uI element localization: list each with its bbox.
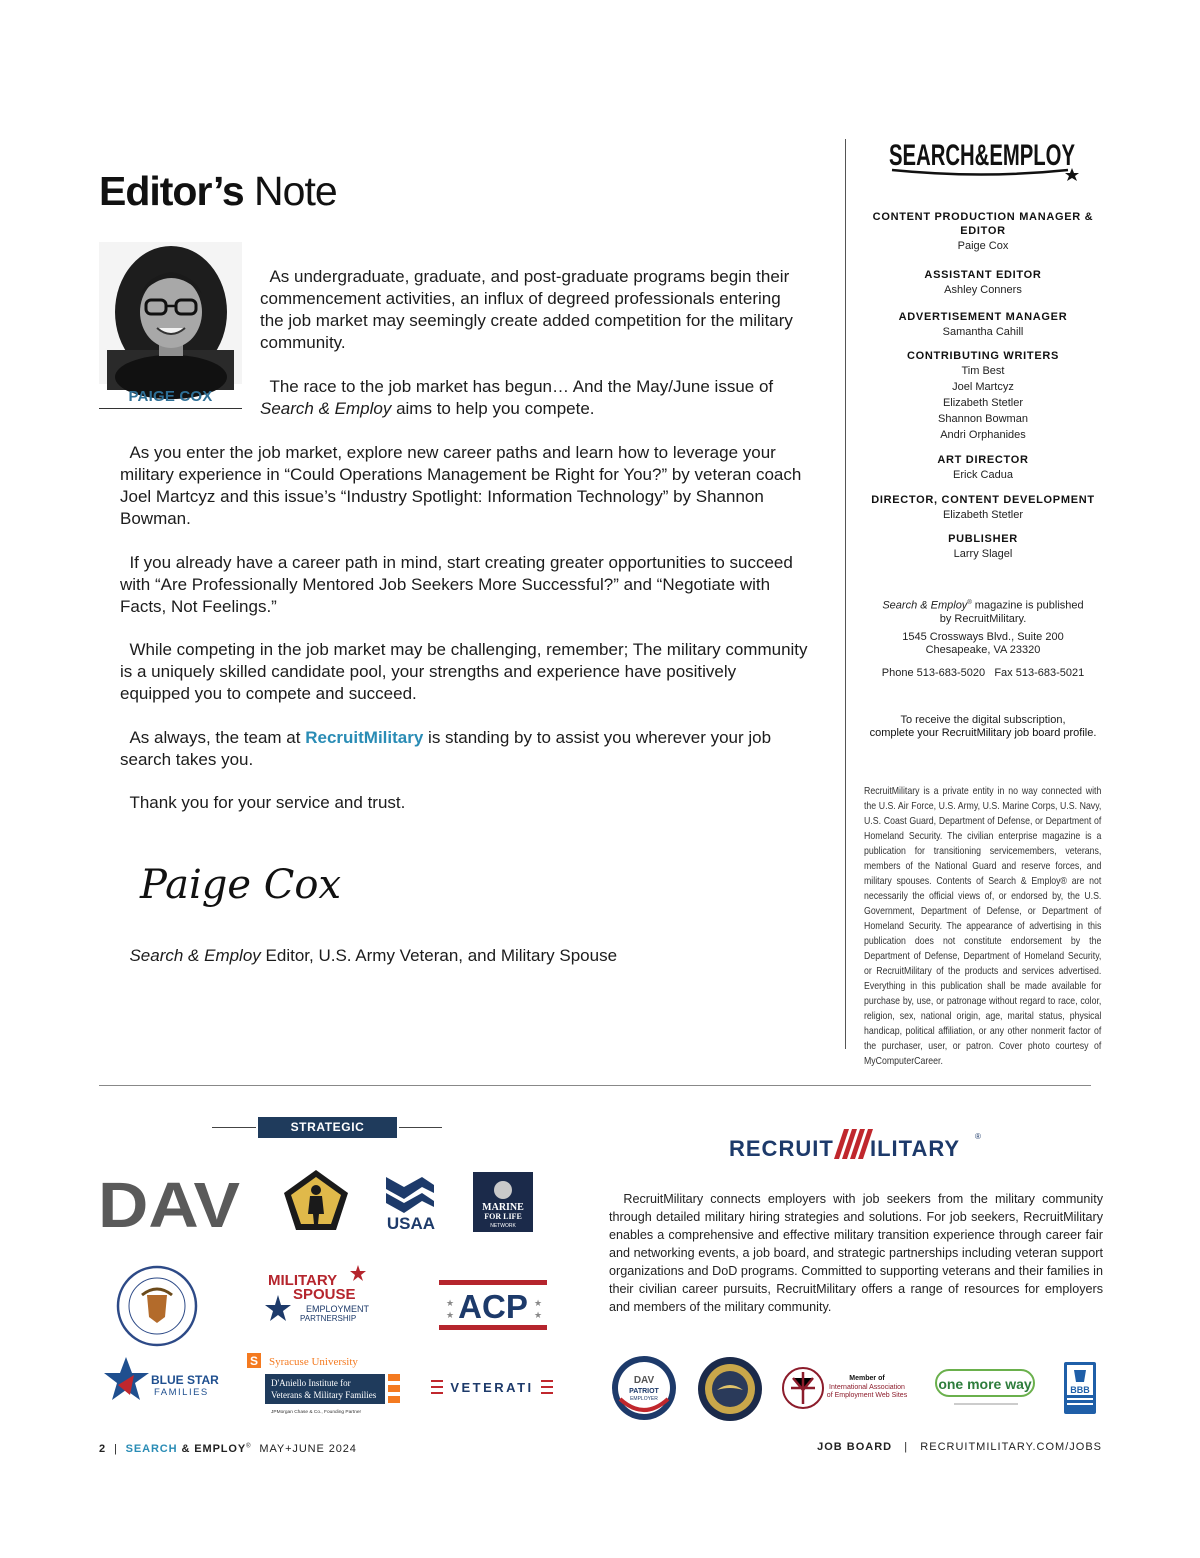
strategic-partners-label: STRATEGIC PARTNERS — [258, 1117, 397, 1138]
photo-caption: PAIGE COX — [99, 384, 242, 409]
dav-badge-line-1: DAV — [633, 1375, 655, 1386]
disclaimer: RecruitMilitary is a private entity in no way connected with the U.S. Air Force, U.S. Army, U.S. Marine Corps, U.S. Navy, U.S. Coast Guard, Department of Defense, or Department of Homeland Security. The civilian enterprise magazine is a publication for transitioning servicemembers, veterans, members of the National Guard and reserve forces, and military spouses. Contents of Search & Employ® are not necessarily the official views of, or endorsed by, the U.S. Government, Department of Defense, or Department of Homeland Security. The appearance of advertising in this publication does not constitute endorsement by the Department of Defense, Department of Homeland Security, or RecruitMilitary of the products and services advertised. Everything in this publication shall be made available for purchase by, use, or patronage without regard to race, color, religion, sex, national origin, age, marital status, physical handicap, political affiliation, or any other nonmerit factor of the purchaser, user, or patron. Cover photo courtesy of MyComputerCareer. — [864, 786, 1102, 1067]
syracuse-text: Syracuse University — [269, 1356, 358, 1368]
marine-for-life-logo — [473, 1172, 533, 1232]
search-employ-logo-image — [870, 133, 1095, 181]
bsf-line-2: FAMILIES — [154, 1387, 209, 1398]
dav-logo — [98, 1169, 246, 1241]
blue-star-families-logo — [104, 1355, 224, 1405]
masthead-role-3 — [860, 310, 1106, 340]
paragraph-5-text: While competing in the job market may be challenging, remember; The military community is a uniquely skilled candidate pool, your strengths and experience have positively equipped you to compete and succeed. — [120, 640, 808, 703]
logo-text: SEARCH&EMPLOY — [889, 139, 1075, 172]
ivmf-line-2: Veterans & Military Families — [271, 1390, 377, 1400]
iaewa-line-3: of Employment Web Sites — [826, 1392, 908, 1399]
address-line-1: 1545 Crossways Blvd., Suite 200 — [902, 631, 1064, 643]
role-name: Samantha Cahill — [942, 326, 1024, 338]
paragraph-1-text: As undergraduate, graduate, and post-graduate programs begin their commencement activities, an influx of degreed professionals entering the job market may seemingly create added competition for the military community. — [260, 267, 793, 352]
role-title: DIRECTOR, CONTENT DEVELOPMENT — [871, 494, 1095, 506]
magazine-name: Search & Employ — [260, 399, 392, 418]
usaa-eagle-icon — [382, 1173, 440, 1231]
partners-rule-right — [399, 1127, 442, 1128]
paragraph-3 — [120, 442, 810, 530]
editor-portrait-image — [99, 242, 242, 384]
role-name: Joel Martcyz — [952, 381, 1014, 393]
address-line-2: Chesapeake, VA 23320 — [925, 644, 1041, 656]
one-more-way-badge — [934, 1366, 1038, 1410]
footer-left: 2 | SEARCH & EMPLOY® MAY+JUNE 2024 — [99, 1443, 357, 1455]
role-name: Ashley Conners — [944, 284, 1022, 296]
svg-text:★: ★ — [534, 1298, 543, 1308]
title-light: Note — [254, 168, 337, 214]
sign-off-magazine: Search & Employ — [129, 946, 261, 965]
veterati-text: VETERATI — [450, 1380, 534, 1395]
pub-magazine-name: Search & Employ — [882, 599, 968, 612]
dav-badge-line-3: EMPLOYER — [630, 1396, 658, 1402]
msep-logo — [260, 1261, 372, 1329]
role-name: Larry Slagel — [953, 548, 1013, 560]
role-title: ASSISTANT EDITOR — [924, 269, 1042, 281]
msep-logo-image — [260, 1261, 372, 1329]
usaa-logo — [382, 1173, 440, 1231]
sign-off-title: Editor, U.S. Army Veteran, and Military Spouse — [265, 946, 618, 965]
pentagon-icon — [282, 1168, 350, 1232]
paragraph-7 — [120, 792, 810, 814]
svg-text:★: ★ — [534, 1310, 543, 1320]
paragraph-2-text-a: The race to the job market has begun… And the May/June issue of — [269, 377, 774, 396]
recruitmilitary-logo — [727, 1125, 987, 1165]
signature-image — [136, 846, 341, 936]
digital-line-1: To receive the digital subscription, — [900, 714, 1066, 726]
ivmf-line-1: D'Aniello Institute for — [271, 1378, 351, 1388]
marine-line-2: FOR LIFE — [484, 1212, 522, 1221]
masthead-role-1 — [860, 210, 1106, 254]
publisher-info: Search & Employ® magazine is published by RecruitMilitary. — [860, 597, 1106, 626]
role-title: ADVERTISEMENT MANAGER — [898, 311, 1068, 323]
paragraph-6-text-b: is standing by to assist you wherever your job search takes you. — [120, 728, 772, 769]
footer-issue: MAY+JUNE 2024 — [259, 1443, 357, 1455]
editor-photo — [99, 242, 242, 384]
hire-vets-gold-badge — [697, 1356, 763, 1422]
paragraph-6-text-a: As always, the team at — [129, 728, 301, 747]
role-name: Shannon Bowman — [938, 413, 1028, 425]
blue-star-families-image — [104, 1355, 224, 1405]
rm-logo-left: RECRUIT — [729, 1136, 834, 1161]
role-title: CONTENT PRODUCTION MANAGER & EDITOR — [872, 211, 1094, 237]
partners-rule-left — [212, 1127, 256, 1128]
acp-text: ACP — [458, 1288, 528, 1325]
page-title — [99, 168, 337, 215]
marine-line-3: NETWORK — [490, 1223, 516, 1229]
svg-text:★: ★ — [446, 1310, 455, 1320]
msep-line-1: MILITARY — [268, 1272, 338, 1289]
paragraph-1 — [260, 266, 800, 354]
role-name: Erick Cadua — [953, 469, 1013, 481]
footer-separator: | — [113, 1443, 118, 1455]
omw-text: one more way — [938, 1376, 1032, 1392]
section-divider — [99, 1085, 1091, 1086]
footer-job-board: JOB BOARD — [817, 1441, 893, 1453]
footer-separator: | — [904, 1441, 909, 1453]
dav-badge-line-2: PATRIOT — [629, 1388, 659, 1395]
veterati-logo — [431, 1375, 553, 1399]
recruitmilitary-link[interactable]: RecruitMilitary — [305, 728, 424, 747]
msep-line-4: PARTNERSHIP — [300, 1314, 357, 1323]
column-divider — [845, 139, 846, 1049]
paragraph-5 — [120, 639, 810, 705]
iaewa-badge-image — [781, 1360, 913, 1416]
paragraph-4 — [120, 552, 810, 618]
dept-of-labor-seal — [116, 1265, 198, 1347]
role-name: Elizabeth Stetler — [942, 397, 1024, 409]
one-more-way-image — [934, 1366, 1038, 1410]
masthead-role-2 — [860, 268, 1106, 298]
search-employ-logo — [870, 133, 1095, 181]
pub-by: by RecruitMilitary. — [939, 612, 1027, 625]
marine-line-1: MARINE — [482, 1202, 524, 1213]
dav-logo-image — [98, 1169, 246, 1241]
role-name: Elizabeth Stetler — [942, 509, 1024, 521]
veterati-image — [431, 1375, 553, 1399]
paragraph-4-text: If you already have a career path in mind, start creating greater opportunities to succeed with “Are Professionally Mentored Job Seekers More Successful?” and “Negotiate with Facts, Not Feelings.” — [120, 553, 793, 616]
army-pentagon-logo — [282, 1168, 350, 1232]
role-name: Paige Cox — [957, 240, 1009, 252]
footer-right — [817, 1441, 1102, 1453]
role-title: ART DIRECTOR — [937, 454, 1029, 466]
digital-subscription — [860, 714, 1106, 740]
svg-text:S: S — [249, 1354, 259, 1368]
bbb-text: BBB — [1070, 1385, 1090, 1395]
rm-logo-right: ILITARY — [870, 1136, 961, 1161]
rm-description-text: RecruitMilitary connects employers with job seekers from the military community through detailed military hiring strategies and solutions. For job seekers, RecruitMilitary enables a comprehensive and effective military transition experience through career fair and networking events, a job board, and strategic partnerships including veteran support organizations and DoD programs. Committed to supporting veterans and their families in their civilian career pursuits, RecruitMilitary offers a range of resources for employers and members of the military community. — [609, 1192, 1103, 1314]
syracuse-ivmf-logo — [247, 1352, 405, 1416]
paragraph-2 — [260, 376, 800, 420]
digital-line-2[interactable]: complete your RecruitMilitary job board profile. — [869, 727, 1097, 739]
usaa-text: USAA — [386, 1214, 436, 1233]
recruitmilitary-logo-image — [727, 1125, 987, 1165]
masthead-role-6 — [860, 493, 1106, 523]
signature-text: Paige Cox — [140, 862, 341, 908]
paragraph-3-text: As you enter the job market, explore new career paths and learn how to leverage your military experience in “Could Operations Management be Right for You?” by veteran coach Joel Martcyz and this issue’s “Industry Spotlight: Information Technology” by Shannon Bowman. — [120, 443, 802, 528]
dav-patriot-employer-badge — [611, 1355, 677, 1421]
msep-line-2: SPOUSE — [293, 1286, 356, 1303]
syracuse-ivmf-image — [247, 1352, 405, 1416]
acp-logo — [439, 1278, 547, 1332]
recruitmilitary-description — [609, 1190, 1103, 1316]
msep-line-3: EMPLOYMENT — [306, 1304, 370, 1314]
role-title: PUBLISHER — [948, 533, 1018, 545]
ivmf-founding-partner: JPMorgan Chase & Co., Founding Partner — [271, 1410, 362, 1415]
footer-pub-blue: SEARCH — [125, 1443, 178, 1455]
svg-text:®: ® — [975, 1132, 981, 1141]
iaewa-badge — [781, 1360, 913, 1416]
title-bold: Editor’s — [99, 168, 244, 214]
role-title: CONTRIBUTING WRITERS — [906, 350, 1060, 362]
page-number: 2 — [99, 1443, 107, 1455]
masthead-role-7 — [860, 532, 1106, 562]
paragraph-7-text: Thank you for your service and trust. — [129, 793, 406, 812]
svg-text:★: ★ — [446, 1298, 455, 1308]
dav-patriot-badge-image — [611, 1355, 677, 1421]
masthead-role-4 — [860, 349, 1106, 443]
address — [860, 631, 1106, 657]
bsf-line-1: BLUE STAR — [151, 1373, 219, 1387]
marine-emblem-icon — [473, 1172, 533, 1232]
paragraph-2-text-b: aims to help you compete. — [396, 399, 595, 418]
paragraph-6 — [120, 727, 810, 771]
footer-url[interactable]: RECRUITMILITARY.COM/JOBS — [920, 1441, 1102, 1453]
footer-pub-rest: & EMPLOY — [181, 1443, 247, 1455]
seal-icon — [116, 1265, 198, 1347]
bbb-accredited-badge — [1064, 1362, 1096, 1414]
masthead-role-5 — [860, 453, 1106, 483]
iaewa-line-1: Member of — [849, 1375, 885, 1382]
editor-signature — [136, 846, 341, 936]
bbb-badge-image — [1064, 1362, 1096, 1414]
phone-fax: Phone 513-683-5020 Fax 513-683-5021 — [881, 667, 1085, 679]
editor-sign-off — [120, 945, 810, 967]
acp-logo-image — [439, 1278, 547, 1332]
iaewa-line-2: International Association — [829, 1384, 905, 1391]
role-name: Andri Orphanides — [940, 429, 1026, 441]
pub-text: magazine is published — [974, 599, 1084, 612]
hire-vets-badge-image — [697, 1356, 763, 1422]
role-name: Tim Best — [961, 365, 1005, 377]
dav-text: DAV — [98, 1169, 241, 1241]
